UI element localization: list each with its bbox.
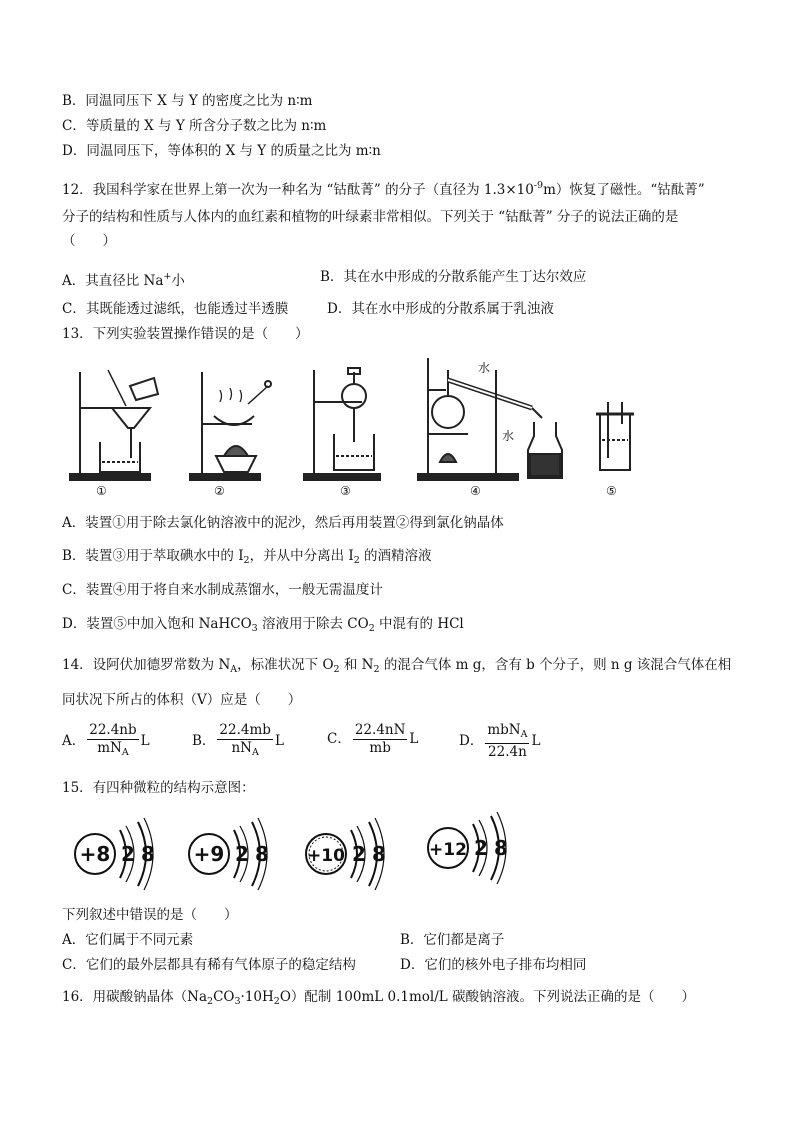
water-inlet-label: 水	[478, 361, 491, 375]
q14-stem-text-d: 的混合气体 m g，含有 b 个分子，则 n g 该混合气体在相	[379, 657, 732, 673]
q14-option-d-numerator	[485, 722, 529, 744]
water-outlet-label: 水	[502, 429, 515, 443]
q14-option-d	[459, 722, 540, 761]
q13-option-b-sub1: 2	[243, 555, 250, 566]
q14-option-a-denominator	[87, 740, 138, 761]
q12-option-a	[62, 267, 185, 291]
q14-option-b-letter: B．	[192, 733, 216, 749]
q14-option-a	[62, 722, 150, 761]
q13-option-c: C．装置④用于将自来水制成蒸馏水，一般无需温度计	[62, 582, 383, 598]
q14-option-d-num-text: mbN	[487, 722, 521, 738]
particle-3-shell-1: 2	[352, 842, 366, 866]
q15-option-c: C．它们的最外层都具有稀有气体原子的稳定结构	[62, 957, 356, 973]
q14-option-d-letter: D．	[459, 733, 484, 749]
q12-stem-exponent: -9	[533, 180, 544, 191]
q12-option-b: B．其在水中形成的分散系能产生丁达尔效应	[320, 269, 587, 285]
apparatus-1-label: ①	[96, 484, 107, 498]
q12-option-c: C．其既能透过滤纸，也能透过半透膜	[62, 301, 289, 317]
q14-option-a-fraction	[87, 722, 138, 761]
particle-1-shell-1: 2	[121, 842, 135, 866]
q12-stem-line2: 分子的结构和性质与人体内的血红素和植物的叶绿素非常相似。下列关于 “钴酞菁” 分子的说法正确的是	[62, 209, 679, 225]
q14-option-b-numerator: 22.4mb	[219, 722, 271, 738]
q13-option-d-text-a: D．装置⑤中加入饱和 NaHCO	[62, 616, 252, 632]
q13-stem: 13．下列实验装置操作错误的是（ ）	[62, 326, 309, 342]
q16-stem-sub1: 2	[207, 996, 214, 1007]
q14-option-a-unit: L	[140, 733, 150, 749]
q14-stem-line1	[62, 655, 731, 680]
apparatus-5-label: ⑤	[606, 484, 617, 498]
q14-option-c-numerator: 22.4nN	[354, 722, 406, 738]
q14-option-b-den-sub: A	[252, 747, 259, 758]
q13-option-b-sub2: 2	[353, 555, 360, 566]
q14-option-b	[192, 722, 284, 761]
q12-stem-text-a: 12．我国科学家在世界上第一次为一种名为 “钴酞菁” 的分子（直径为 1.3×10	[62, 182, 534, 198]
q14-stem-sub-2b: 2	[373, 664, 380, 675]
particle-3-shell-2: 8	[372, 842, 386, 866]
apparatus-evaporation	[190, 372, 271, 480]
lab-apparatus-figure	[62, 350, 642, 500]
q14-option-b-denominator	[217, 740, 273, 761]
q14-option-a-den-sub: A	[121, 747, 129, 758]
apparatus-gas-washing-bottle	[596, 402, 634, 470]
q15-option-a: A．它们属于不同元素	[62, 932, 194, 948]
particle-4-shell-1: 2	[474, 836, 488, 860]
q11-option-c: C．等质量的 X 与 Y 所含分子数之比为 n∶m	[62, 118, 327, 134]
q16-stem-text-c: ·10H	[240, 989, 274, 1005]
particle-4-shell-2: 8	[494, 836, 508, 860]
apparatus-2-label: ②	[214, 484, 225, 498]
q16-stem-text-d: O）配制 100mL 0.1mol/L 碳酸钠溶液。下列说法正确的是（ ）	[279, 989, 696, 1005]
q11-option-d: D．同温同压下，等体积的 X 与 Y 的质量之比为 m∶n	[62, 143, 381, 159]
q12-stem-text-b: m）恢复了磁性。“钴酞菁”	[543, 182, 705, 198]
q14-stem-text-b: ，标准状况下 O	[237, 657, 334, 673]
q15-option-b: B．它们都是离子	[400, 932, 505, 948]
q12-option-a-text-b: 小	[171, 273, 185, 289]
q14-option-b-fraction	[217, 722, 273, 761]
q13-option-d	[62, 614, 464, 639]
q12-stem-line3: （ ）	[62, 233, 116, 249]
q13-option-a: A．装置①用于除去氯化钠溶液中的泥沙，然后再用装置②得到氯化钠晶体	[62, 515, 504, 531]
q12-option-a-sup: +	[163, 271, 172, 282]
q14-option-b-unit: L	[274, 733, 284, 749]
q15-stem: 15．有四种微粒的结构示意图：	[62, 780, 255, 796]
q14-option-c-letter: C．	[327, 731, 351, 747]
q14-stem-sub-a: A	[230, 664, 238, 675]
particle-1-shell-2: 8	[141, 842, 155, 866]
q14-option-d-num-sub: A	[520, 729, 528, 740]
q14-stem-text-a: 14．设阿伏加德罗常数为 N	[62, 657, 231, 673]
q13-option-b-text-b: ，并从中分离出 I	[249, 548, 354, 564]
q16-stem-text-a: 16．用碳酸钠晶体（Na	[62, 989, 208, 1005]
q13-option-b-text-a: B．装置③用于萃取碘水中的 I	[62, 548, 244, 564]
q13-option-d-text-b: 溶液用于除去 CO	[257, 616, 369, 632]
q16-stem-text-b: CO	[213, 989, 235, 1005]
apparatus-separatory-funnel	[304, 368, 380, 480]
q14-stem-text-c: 和 N	[339, 657, 374, 673]
q12-stem-line1	[62, 176, 705, 200]
q16-stem	[62, 987, 695, 1012]
apparatus-3-label: ③	[340, 484, 351, 498]
particle-2-shell-2: 8	[255, 842, 269, 866]
q14-option-c-unit: L	[409, 731, 419, 747]
q16-stem-sub2: 3	[234, 996, 241, 1007]
atomic-structure-figure	[62, 808, 522, 898]
q14-option-d-fraction	[485, 722, 529, 761]
particle-3-nucleus: +10	[307, 846, 345, 866]
q14-option-a-den-text: mN	[97, 740, 122, 756]
q14-option-b-den-text: nN	[231, 740, 252, 756]
q15-sub-stem: 下列叙述中错误的是（ ）	[62, 907, 238, 923]
q14-option-d-denominator: 22.4n	[488, 744, 527, 760]
q12-option-d: D．其在水中形成的分散系属于乳浊液	[327, 301, 554, 317]
q14-option-c-fraction	[353, 722, 408, 757]
q15-option-d: D．它们的核外电子排布均相同	[400, 957, 587, 973]
q13-option-d-text-c: 中混有的 HCl	[374, 616, 464, 632]
q12-option-a-text: A．其直径比 Na	[62, 273, 164, 289]
particle-4-nucleus: +12	[429, 840, 467, 860]
q13-option-d-sub1: 3	[251, 623, 258, 634]
q14-option-c-denominator: mb	[369, 740, 391, 756]
q16-stem-sub3: 2	[273, 996, 280, 1007]
q14-option-c	[327, 722, 418, 757]
q13-option-b-text-c: 的酒精溶液	[359, 548, 432, 564]
q14-stem-line2: 同状况下所占的体积（V）应是（ ）	[62, 692, 302, 708]
q14-stem-sub-2a: 2	[333, 664, 340, 675]
apparatus-4-label: ④	[470, 484, 481, 498]
apparatus-distillation	[418, 358, 562, 480]
q13-option-b	[62, 546, 432, 571]
particle-2-nucleus: +9	[193, 842, 225, 866]
q11-option-b: B．同温同压下 X 与 Y 的密度之比为 n∶m	[62, 93, 313, 109]
apparatus-filtration	[70, 370, 158, 480]
q14-option-a-letter: A．	[62, 733, 86, 749]
q13-option-d-sub2: 2	[368, 623, 375, 634]
q14-option-d-unit: L	[531, 733, 541, 749]
q14-option-a-numerator: 22.4nb	[89, 722, 137, 738]
particle-1-nucleus: +8	[79, 842, 111, 866]
particle-2-shell-1: 2	[235, 842, 249, 866]
